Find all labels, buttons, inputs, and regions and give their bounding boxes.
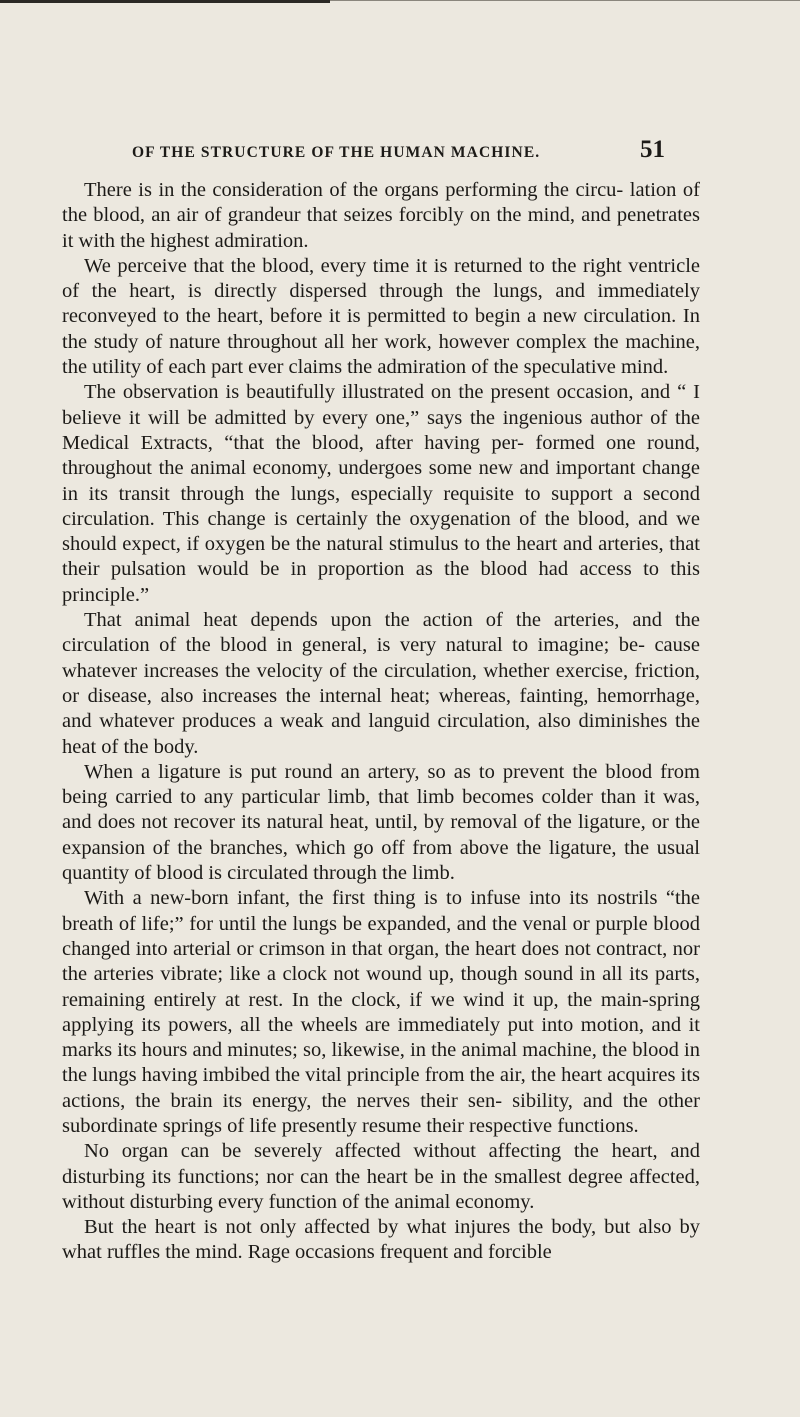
page-number: 51 [640, 136, 665, 163]
body-text [62, 178, 700, 1266]
paragraph: There is in the consideration of the organs performing the circu- lation of the blood, an air of grandeur that seizes forcibly on the mind, and penetrates it with the highest admiration. [62, 179, 700, 252]
paragraph: With a new-born infant, the first thing is to infuse into its nostrils “the breath of life;” for until the lungs be expanded, and the venal or purple blood changed into arterial or crimson in that organ, the heart does not contract, nor the arteries vibrate; like a clock not wound up, though sound in all its parts, remaining entirely at rest. In the clock, if we wind it up, the main-spring applying its powers, all the wheels are immediately put into motion, and it marks its hours and minutes; so, likewise, in the animal machine, the blood in the lungs having imbibed the vital principle from the air, the heart acquires its actions, the brain its energy, the nerves their sen- sibility, and the other subordinate springs of life presently resume their respective functions. [62, 887, 700, 1137]
paragraph: No organ can be severely affected without affecting the heart, and disturbing its functions; nor can the heart be in the smallest degree affected, without disturbing every function of the animal economy. [62, 1140, 700, 1213]
paragraph: That animal heat depends upon the action of the arteries, and the circulation of the blood in general, is very natural to imagine; be- cause whatever increases the velocity of the circulation, whether exercise, friction, or disease, also increases the internal heat; whereas, fainting, hemorrhage, and whatever produces a weak and languid circulation, also diminishes the heat of the body. [62, 609, 700, 758]
paragraph: When a ligature is put round an artery, so as to prevent the blood from being carried to any particular limb, that limb becomes colder than it was, and does not recover its natural heat, until, by removal of the ligature, or the expansion of the branches, which go off from above the ligature, the usual quantity of blood is circulated through the limb. [62, 760, 700, 885]
top-edge-rule [0, 0, 330, 3]
running-title: OF THE STRUCTURE OF THE HUMAN MACHINE. [132, 144, 541, 161]
page-header [0, 136, 800, 170]
top-edge-thin-rule [330, 0, 800, 1]
paragraph: But the heart is not only affected by what injures the body, but also by what ruffles the mind. Rage occasions frequent and forcible [62, 1216, 700, 1264]
paragraph: The observation is beautifully illustrated on the present occasion, and “ I believe it will be admitted by every one,” says the ingenious author of the Medical Extracts, “that the blood, after having per- formed one round, throughout the animal economy, undergoes some new and important change in its transit through the lungs, especially requisite to support a second circulation. This change is certainly the oxygenation of the blood, and we should expect, if oxygen be the natural stimulus to the heart and arteries, that their pulsation would be in proportion as the blood had access to this principle.” [62, 381, 700, 606]
paragraph: We perceive that the blood, every time it is returned to the right ventricle of the heart, is directly dispersed through the lungs, and immediately reconveyed to the heart, before it is permitted to begin a new circulation. In the study of nature throughout all her work, however complex the machine, the utility of each part ever claims the admiration of the speculative mind. [62, 254, 700, 379]
